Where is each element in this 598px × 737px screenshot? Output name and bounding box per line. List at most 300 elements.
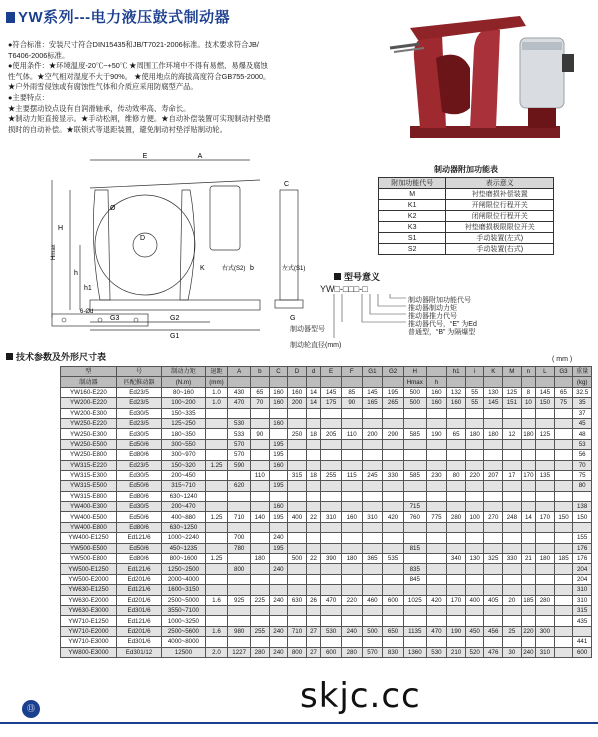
table-cell [554, 429, 573, 439]
table-cell: YW200-E220 [61, 398, 117, 408]
table-cell: 530 [228, 418, 251, 428]
table-cell [306, 585, 320, 595]
table-cell [554, 533, 573, 543]
tech-header-cell: L [536, 367, 555, 377]
tech-header-cell: 号 [116, 367, 161, 377]
table-cell [554, 574, 573, 584]
table-cell: 405 [484, 595, 503, 605]
table-cell [403, 460, 426, 470]
table-cell [465, 408, 484, 418]
tech-header-cell: G3 [554, 367, 573, 377]
tech-header-cell [362, 377, 383, 387]
table-cell [536, 481, 555, 491]
table-cell: 800~1600 [162, 554, 205, 564]
table-cell: 2500~5000 [162, 595, 205, 605]
table-cell [251, 408, 270, 418]
table-cell [521, 481, 535, 491]
table-cell [383, 616, 404, 626]
intro-line: ●主要特点： [8, 92, 49, 102]
tech-header-cell: D [288, 367, 307, 377]
additional-function-table [378, 164, 554, 255]
table-cell [554, 408, 573, 418]
table-cell: 130 [465, 554, 484, 564]
table-cell [383, 605, 404, 615]
table-cell: 290 [383, 429, 404, 439]
table-cell: 100~200 [162, 398, 205, 408]
table-cell [521, 616, 535, 626]
table-cell: 280 [447, 512, 466, 522]
table-cell: 80 [573, 481, 592, 491]
table-cell: 530 [426, 647, 447, 657]
table-cell: 240 [341, 626, 362, 636]
table-cell [251, 439, 270, 449]
model-square-icon [334, 273, 341, 280]
tech-header-cell: F [341, 367, 362, 377]
table-cell: Ed121/6 [116, 585, 161, 595]
table-cell: YW250-E800 [61, 450, 117, 460]
dim-label-k: K [200, 265, 205, 272]
table-cell [426, 605, 447, 615]
table-cell [228, 554, 251, 564]
table-cell [383, 450, 404, 460]
table-cell: YW500-E500 [61, 543, 117, 553]
table-cell [536, 439, 555, 449]
table-cell [536, 574, 555, 584]
table-cell: 815 [403, 543, 426, 553]
table-cell: 18 [306, 470, 320, 480]
table-cell [521, 460, 535, 470]
table-cell: Ed30/5 [116, 470, 161, 480]
table-cell: 255 [321, 470, 342, 480]
page-footer-bar [0, 722, 598, 724]
table-cell: 240 [269, 626, 288, 636]
tech-header-cell: (N.m) [162, 377, 205, 387]
model-label-brake-model: 制动器型号 [290, 326, 325, 333]
table-cell [403, 418, 426, 428]
table-cell: Ed121/6 [116, 564, 161, 574]
tech-header-cell: d [306, 367, 320, 377]
table-cell [554, 502, 573, 512]
table-cell: 14 [306, 387, 320, 397]
table-cell [426, 585, 447, 595]
table-cell: 500 [403, 398, 426, 408]
table-cell: 315~710 [162, 481, 205, 491]
table-cell: 55 [465, 398, 484, 408]
table-cell [521, 637, 535, 647]
table-cell: 145 [362, 387, 383, 397]
table-cell [205, 408, 228, 418]
table-row [61, 533, 592, 543]
table-cell: 400~880 [162, 512, 205, 522]
table-cell [383, 543, 404, 553]
table-cell [521, 585, 535, 595]
dim-label-h-small: h [74, 270, 78, 277]
table-cell [251, 502, 270, 512]
table-cell [321, 564, 342, 574]
additional-function-caption: 制动器附加功能表 [434, 165, 498, 174]
table-cell [503, 481, 522, 491]
table-cell: 22 [306, 512, 320, 522]
table-cell: 925 [228, 595, 251, 605]
table-cell: YW630-E3000 [61, 605, 117, 615]
table-cell [362, 533, 383, 543]
table-cell [306, 460, 320, 470]
tech-header-cell [503, 377, 522, 387]
table-cell [426, 637, 447, 647]
table-cell: 1360 [403, 647, 426, 657]
table-cell: 570 [362, 647, 383, 657]
table-cell [205, 481, 228, 491]
table-cell [269, 605, 288, 615]
addtbl-meaning: 闭闸限位行程开关 [446, 211, 554, 222]
table-cell: 138 [573, 502, 592, 512]
table-cell [383, 502, 404, 512]
addtbl-meaning: 手动装置(右式) [446, 244, 554, 255]
table-cell [306, 605, 320, 615]
intro-line: ★户外雨雪侵蚀或有腐蚀性气体和介质应采用防腐型产品。 [8, 82, 198, 92]
table-cell [205, 470, 228, 480]
table-cell [341, 637, 362, 647]
tech-header-cell [383, 377, 404, 387]
table-cell [228, 470, 251, 480]
table-cell: 90 [341, 398, 362, 408]
table-cell: 125 [503, 387, 522, 397]
table-cell [465, 460, 484, 470]
table-cell [554, 491, 573, 501]
table-cell: 3550~7100 [162, 605, 205, 615]
table-cell: 1000~3250 [162, 616, 205, 626]
dim-label-g: G [290, 315, 296, 322]
table-cell [205, 585, 228, 595]
dim-label-bolt-holes: 6-Ød [80, 309, 94, 315]
model-meaning-section [290, 268, 500, 349]
table-cell [426, 460, 447, 470]
table-cell: 18 [306, 429, 320, 439]
table-cell: 460 [362, 595, 383, 605]
table-cell: 25 [503, 626, 522, 636]
table-cell [554, 439, 573, 449]
tech-header-cell [554, 377, 573, 387]
table-cell: Ed80/6 [116, 450, 161, 460]
table-cell: 245 [362, 470, 383, 480]
table-cell [536, 408, 555, 418]
table-cell: 240 [269, 564, 288, 574]
table-cell [306, 637, 320, 647]
table-cell [447, 585, 466, 595]
addtbl-meaning: 衬垫磨损极限限位开关 [446, 222, 554, 233]
table-cell [251, 460, 270, 470]
table-cell [288, 502, 307, 512]
table-cell [341, 533, 362, 543]
table-cell: 400 [465, 595, 484, 605]
table-cell: 1600~3150 [162, 585, 205, 595]
table-cell: 835 [403, 564, 426, 574]
table-cell: 48 [573, 429, 592, 439]
table-cell: 200~470 [162, 502, 205, 512]
dim-label-d: D [140, 235, 146, 242]
page-number-icon: ⑬ [22, 700, 40, 718]
table-cell: 75 [554, 398, 573, 408]
table-cell: Ed301/6 [116, 637, 161, 647]
table-cell [521, 439, 535, 449]
table-cell: 830 [383, 647, 404, 657]
table-cell: 310 [321, 512, 342, 522]
table-cell [288, 585, 307, 595]
table-cell [321, 502, 342, 512]
table-row [61, 398, 592, 408]
table-cell [521, 543, 535, 553]
tech-header-cell [306, 377, 320, 387]
table-cell: 200~450 [162, 470, 205, 480]
table-cell: 570 [228, 439, 251, 449]
table-cell: 195 [269, 512, 288, 522]
table-cell: YW710-E1250 [61, 616, 117, 626]
table-cell: Ed23/5 [116, 387, 161, 397]
table-cell [536, 533, 555, 543]
table-cell [362, 543, 383, 553]
table-cell: Ed23/5 [116, 460, 161, 470]
table-cell: 80~160 [162, 387, 205, 397]
table-cell [205, 616, 228, 626]
table-cell: Ed50/6 [116, 481, 161, 491]
thruster-junction-box [562, 54, 574, 72]
table-cell [554, 637, 573, 647]
table-cell [341, 502, 362, 512]
table-cell [362, 408, 383, 418]
thruster-mount [528, 108, 556, 128]
table-cell: Ed80/6 [116, 554, 161, 564]
dim-label-g1: G1 [170, 333, 180, 340]
table-cell: 280 [536, 595, 555, 605]
tech-header-cell: (kg) [573, 377, 592, 387]
addtbl-code: K3 [379, 222, 446, 233]
table-cell: YW250-E220 [61, 418, 117, 428]
table-cell [536, 502, 555, 512]
table-cell: 65 [251, 387, 270, 397]
table-cell: 160 [426, 398, 447, 408]
table-cell [536, 522, 555, 532]
table-cell: Ed30/5 [116, 502, 161, 512]
table-cell [362, 450, 383, 460]
table-cell: 450 [465, 626, 484, 636]
table-cell: 70 [251, 398, 270, 408]
table-cell: 10 [521, 398, 535, 408]
table-cell: 1.6 [205, 595, 228, 605]
table-cell: 160 [269, 398, 288, 408]
table-row [61, 439, 592, 449]
table-cell [321, 637, 342, 647]
table-cell: Ed201/6 [116, 626, 161, 636]
table-cell [403, 533, 426, 543]
table-cell [426, 491, 447, 501]
table-cell: 270 [484, 512, 503, 522]
table-cell [321, 460, 342, 470]
table-row [61, 605, 592, 615]
table-cell [228, 522, 251, 532]
table-cell [362, 460, 383, 470]
table-cell [362, 585, 383, 595]
table-cell [554, 522, 573, 532]
table-cell [251, 574, 270, 584]
table-cell: Ed301/6 [116, 605, 161, 615]
tech-header-cell: 制动器 [61, 377, 117, 387]
table-cell [484, 574, 503, 584]
table-row [61, 502, 592, 512]
table-cell: 176 [573, 543, 592, 553]
table-cell [403, 637, 426, 647]
table-cell [205, 522, 228, 532]
tech-header-cell: 重量 [573, 367, 592, 377]
table-cell [251, 491, 270, 501]
table-cell: 170 [536, 512, 555, 522]
table-cell [341, 585, 362, 595]
table-cell [503, 491, 522, 501]
table-cell [521, 418, 535, 428]
table-cell [447, 481, 466, 491]
table-cell: 132 [447, 387, 466, 397]
table-cell: 630~1240 [162, 491, 205, 501]
table-cell [465, 574, 484, 584]
table-cell [554, 647, 573, 657]
table-cell [228, 616, 251, 626]
table-cell [251, 605, 270, 615]
dim-label-a: A [197, 153, 203, 160]
table-cell [321, 439, 342, 449]
table-cell: 330 [503, 554, 522, 564]
table-cell [251, 564, 270, 574]
table-cell: 630~1250 [162, 522, 205, 532]
tech-header-cell [521, 377, 535, 387]
table-cell: 100 [465, 512, 484, 522]
tech-header-cell [269, 377, 288, 387]
table-cell: 220 [465, 470, 484, 480]
tech-header-cell: 匹配推动器 [116, 377, 161, 387]
table-cell [288, 574, 307, 584]
table-cell: 325 [484, 554, 503, 564]
table-cell: 650 [383, 626, 404, 636]
table-cell [228, 585, 251, 595]
table-cell: 160 [447, 398, 466, 408]
tech-header-cell [447, 377, 466, 387]
table-cell: 145 [484, 398, 503, 408]
tech-parameter-table [60, 366, 592, 658]
dim-label-g3: G3 [110, 315, 120, 322]
table-cell: 476 [484, 647, 503, 657]
table-cell: 80 [447, 470, 466, 480]
table-row [61, 450, 592, 460]
table-row [61, 491, 592, 501]
table-cell [465, 533, 484, 543]
table-cell: 2000~4000 [162, 574, 205, 584]
table-cell: YW800-E3000 [61, 647, 117, 657]
model-label-function-code: 制动器附加功能代号 [408, 297, 471, 304]
table-cell: 20 [503, 595, 522, 605]
table-cell [536, 564, 555, 574]
table-cell: 1025 [403, 595, 426, 605]
table-cell [383, 533, 404, 543]
model-label-type: 普通型，“B” 为隔爆型 [408, 329, 476, 336]
table-cell [426, 408, 447, 418]
table-cell: 500 [288, 554, 307, 564]
table-cell: 265 [383, 398, 404, 408]
table-cell: YW315-E220 [61, 460, 117, 470]
table-cell: YW250-E500 [61, 439, 117, 449]
table-cell [554, 564, 573, 574]
table-cell [306, 543, 320, 553]
table-cell: 110 [341, 429, 362, 439]
page-title: YW系列---电力液压鼓式制动器 [6, 6, 230, 27]
tech-header-cell [465, 377, 484, 387]
tech-header-row [61, 377, 592, 387]
table-cell [306, 522, 320, 532]
table-cell [341, 450, 362, 460]
table-cell: 37 [573, 408, 592, 418]
table-cell: YW710-E2000 [61, 626, 117, 636]
table-cell [554, 543, 573, 553]
table-cell: 585 [403, 470, 426, 480]
table-cell [251, 637, 270, 647]
table-cell [341, 481, 362, 491]
table-cell [503, 574, 522, 584]
table-cell: 65 [447, 429, 466, 439]
table-cell [306, 616, 320, 626]
dim-label-phi: Ø [110, 205, 116, 212]
table-cell [484, 564, 503, 574]
table-cell: 204 [573, 574, 592, 584]
table-cell: 155 [573, 533, 592, 543]
table-cell: 195 [269, 439, 288, 449]
table-cell [521, 522, 535, 532]
table-cell [251, 418, 270, 428]
table-cell [426, 450, 447, 460]
table-cell: Ed50/6 [116, 512, 161, 522]
dim-label-c: C [284, 181, 290, 188]
table-cell: 53 [573, 439, 592, 449]
table-cell [228, 574, 251, 584]
table-cell [554, 418, 573, 428]
table-cell [465, 491, 484, 501]
table-cell [321, 585, 342, 595]
table-cell: YW500-E1250 [61, 564, 117, 574]
table-cell [503, 522, 522, 532]
table-cell [503, 637, 522, 647]
table-cell [573, 491, 592, 501]
table-cell: 620 [228, 481, 251, 491]
table-cell: 470 [228, 398, 251, 408]
table-cell: 1.25 [205, 512, 228, 522]
table-cell [321, 491, 342, 501]
table-cell: 248 [503, 512, 522, 522]
table-cell [383, 439, 404, 449]
brake-product-photo [350, 8, 590, 148]
table-cell [341, 460, 362, 470]
table-cell [228, 637, 251, 647]
table-cell [269, 408, 288, 418]
table-cell: 365 [362, 554, 383, 564]
table-cell: 200 [288, 398, 307, 408]
table-cell [447, 522, 466, 532]
table-cell [554, 460, 573, 470]
table-cell: 22 [306, 554, 320, 564]
table-cell: 500 [403, 387, 426, 397]
table-cell [403, 554, 426, 564]
table-cell: 220 [521, 626, 535, 636]
table-cell: 500 [362, 626, 383, 636]
table-row [61, 408, 592, 418]
table-cell: 780 [228, 543, 251, 553]
table-cell [447, 564, 466, 574]
table-cell: 775 [426, 512, 447, 522]
